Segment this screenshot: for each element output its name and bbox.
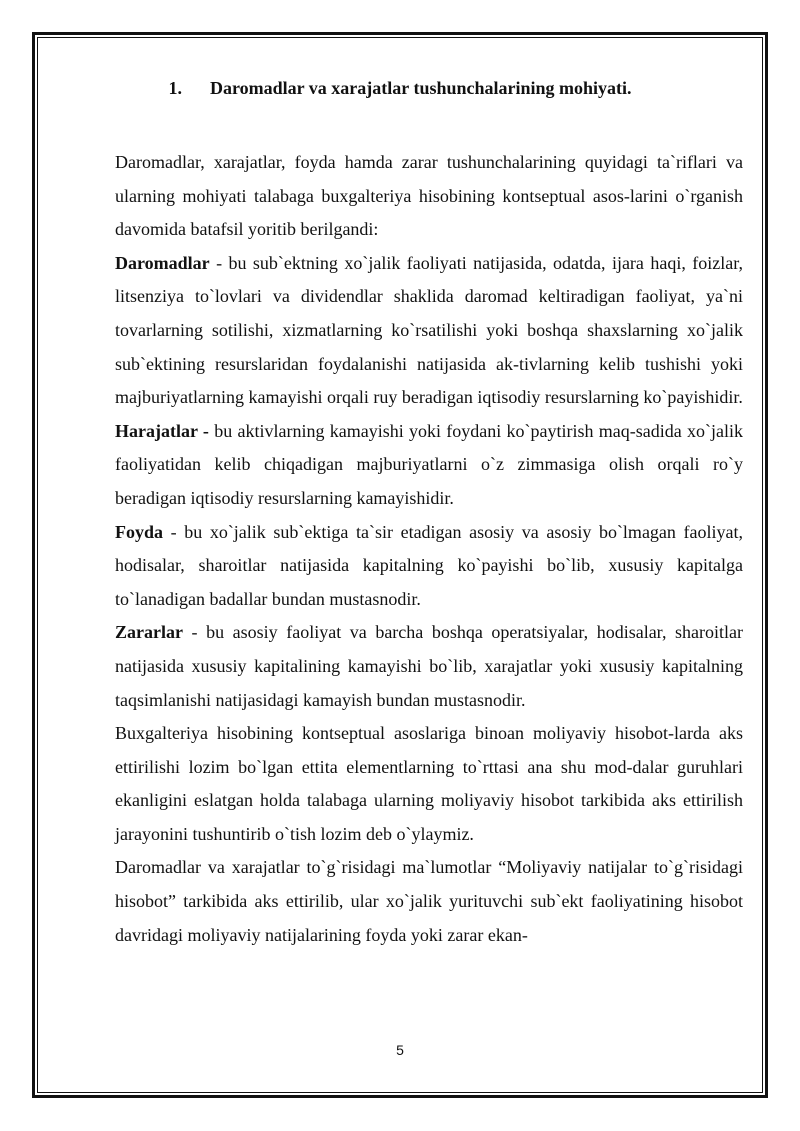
definition-foyda-text: - bu xo`jalik sub`ektiga ta`sir etadigan asosiy va asosiy bo`lmagan faoliyat, hodisalar, sharoitlar natijasida kapitalning ko`payishi bo`lib, xususiy kapitalga to`lanadigan badallar bundan mustasnodir. [115,521,743,609]
section-heading [0,76,800,100]
term-daromadlar: Daromadlar [115,252,210,273]
page-number: 5 [396,1042,404,1058]
definition-daromadlar [115,247,743,415]
section-number: 1. [168,78,182,98]
definition-harajatlar [115,415,743,516]
buxgalteriya-paragraph: Buxgalteriya hisobining kontseptual asoslariga binoan moliyaviy hisobot-larda aks ettirilishi lozim bo`lgan ettita elementlarning to`rttasi ana shu mod-dalar guruhlari ekanligini eslatgan holda talabaga ularning moliyaviy hisobot tarkibida aks ettirilish jarayonini tushuntirib o`tish lozim deb o`ylaymiz. [115,723,743,844]
term-harajatlar: Harajatlar - [115,420,209,441]
intro-paragraph: Daromadlar, xarajatlar, foyda hamda zarar tushunchalarining quyidagi ta`riflari va ularning mohiyati talabaga buxgalteriya hisobining kontseptual asos-larini o`rganish davomida batafsil yoritib berilgandi: [115,152,743,240]
term-foyda: Foyda [115,521,164,542]
definition-foyda [115,516,743,617]
definition-zararlar [115,616,743,717]
document-body [115,146,743,952]
definition-zararlar-text: - bu asosiy faoliyat va barcha boshqa operatsiyalar, hodisalar, sharoitlar natijasida xususiy kapitalining kamayishi bo`lib, xarajatlar yoki xususiy kapitalning taqsimlanishi natijasidagi kamayish bundan mustasnodir. [115,622,743,710]
term-zararlar: Zararlar [115,622,183,643]
definition-harajatlar-text: bu aktivlarning kamayishi yoki foydani ko`paytirish maq-sadida xo`jalik faoliyatidan kelib chiqadigan majburiyatlarni o`z zimmasiga olish orqali ro`y beradigan iqtisodiy resurslarning kamayishidir. [115,420,744,508]
definition-daromadlar-text: - bu sub`ektning xo`jalik faoliyati natijasida, odatda, ijara haqi, foizlar, litsenziya to`lovlari va dividendlar shaklida daromad keltiradigan faoliyat, ya`ni tovarlarning sotilishi, xizmatlarning ko`rsatilishi yoki boshqa shaxslarning xo`jalik sub`ektining resurslaridan foydalanishi natijasida ak-tivlarning kelib tushishi yoki majburiyatlarning kamayishi orqali ruy beradigan iqtisodiy resurslarning ko`payishidir. [115,252,743,408]
section-title: Daromadlar va xarajatlar tushunchalarining mohiyati. [209,78,632,98]
closing-paragraph: Daromadlar va xarajatlar to`g`risidagi ma`lumotlar “Moliyaviy natijalar to`g`risidagi hisobot” tarkibida aks ettirilib, ular xo`jalik yurituvchi sub`ekt faoliyatining hisobot davridagi moliyaviy natijalarining foyda yoki zarar ekan- [115,857,743,945]
